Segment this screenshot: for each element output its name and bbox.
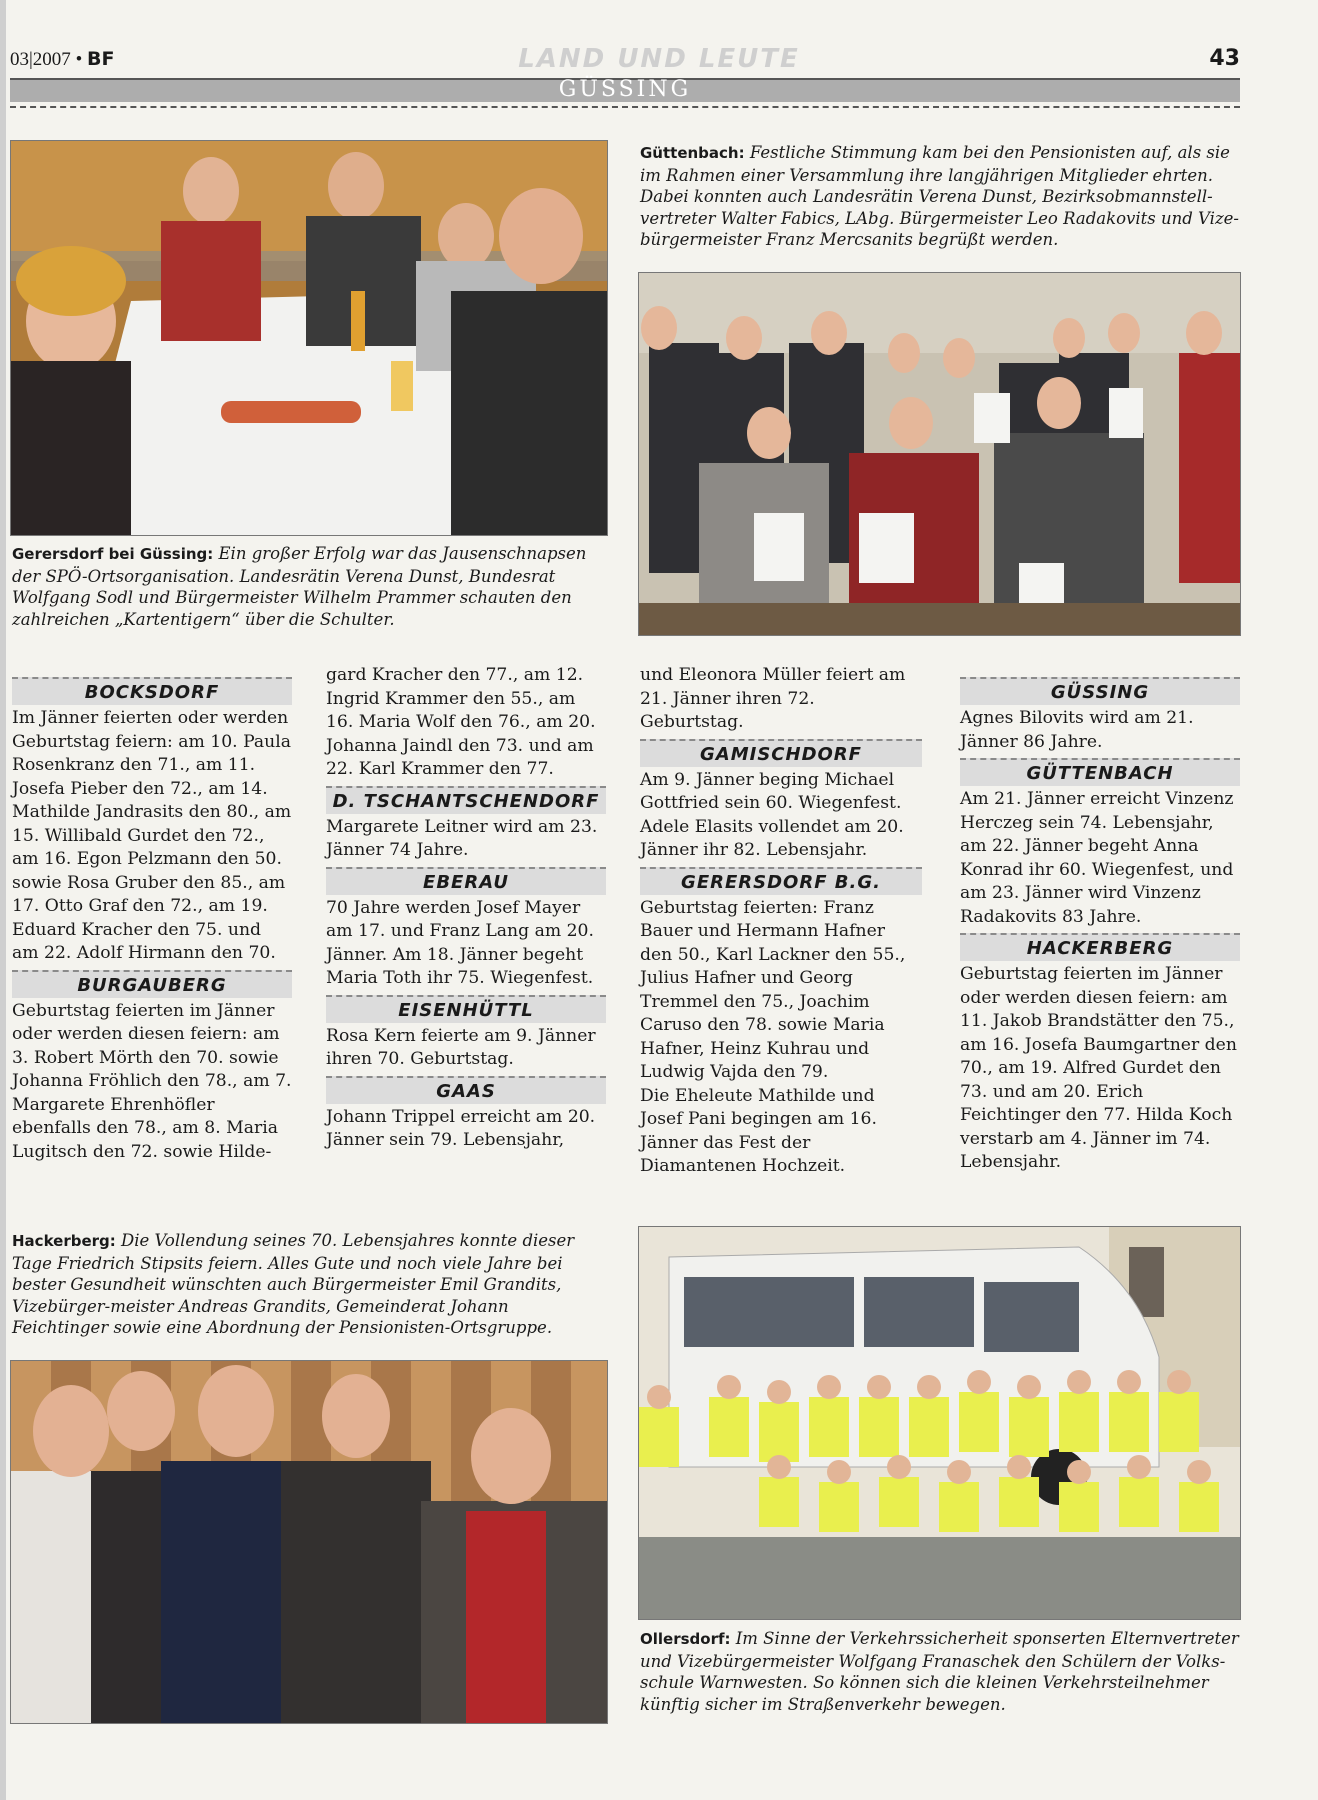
heading-eisenhuettl: EISENHÜTTL — [326, 995, 606, 1023]
caption-place: Güttenbach: — [640, 144, 745, 162]
caption-gerersdorf — [12, 543, 608, 630]
heading-tschantschendorf: D. TSCHANTSCHENDORF — [326, 786, 606, 814]
text-burgauberg: Geburtstag feierten im Jänner oder werden diesen feiern: am 3. Robert Mörth den 70. sowie Johanna Fröhlich den 78., am 7. Margarete Ehrenhöfler ebenfalls den 78., am 8. Maria Lugitsch den 72. sowie Hilde- — [12, 1000, 292, 1162]
text-tschantschendorf: Margarete Leitner wird am 23. Jänner 74 Jahre. — [326, 816, 598, 860]
text-gaas: Johann Trippel erreicht am 20. Jänner sein 79. Lebensjahr, — [326, 1106, 596, 1150]
column-4 — [960, 673, 1240, 1175]
column-2 — [326, 664, 606, 1153]
caption-text: Festliche Stimmung kam bei den Pensionisten auf, als sie im Rahmen einer Versammlung ihre langjährigen Mitglieder ehrten. Dabei konnten auch Landesrätin Verena Dunst, Bezirksobmannstell-vertreter Walter Fabics, LAbg. Bürgermeister Leo Radakovits und Vize-bürgermeister Franz Mercsanits begrüßt werden. — [640, 143, 1239, 249]
heading-eberau: EBERAU — [326, 867, 606, 895]
text-bocksdorf: Im Jänner feierten oder werden Geburtstag feiern: am 10. Paula Rosenkranz den 71., am 11. Josefa Pieber den 72., am 14. Mathilde Jandrasits den 80., am 15. Willibald Gurdet den 72., am 16. Egon Pelzmann den 50. sowie Rosa Gruber den 85., am 17. Otto Graf den 72., am 19. Eduard Kracher den 75. und am 22. Adolf Hirmann den 70. — [12, 708, 292, 963]
heading-gerersdorf: GERERSDORF B.G. — [640, 867, 922, 895]
text-gerersdorf-wedding: Die Eheleute Mathilde und Josef Pani begingen am 16. Jänner das Fest der Diamantenen Hochzeit. — [640, 1085, 877, 1176]
page-number: 43 — [1209, 46, 1240, 71]
text-guettenbach: Am 21. Jänner erreicht Vinzenz Herczeg sein 74. Lebensjahr, am 22. Jänner begeht Anna Konrad ihr 60. Wiegenfest, und am 23. Jänner wird Vinzenz Radakovits 83 Jahre. — [960, 789, 1234, 927]
photo-gerersdorf — [10, 140, 608, 536]
text-eberau: 70 Jahre werden Josef Mayer am 17. und Franz Lang am 20. Jänner. Am 18. Jänner begeht Maria Toth ihr 75. Wiegenfest. — [326, 897, 594, 988]
issue-label: 03|2007 • BF — [10, 48, 115, 70]
header-divider — [10, 106, 1240, 108]
caption-guettenbach — [640, 142, 1240, 251]
caption-text: Im Sinne der Verkehrssicherheit sponserten Elternvertreter und Vizebürgermeister Wolfgang Franaschek den Schülern der Volks-schule Warnwesten. So können sich die kleinen Verkehrsteilnehmer künftig sicher im Straßenverkehr bewegen. — [640, 1629, 1239, 1714]
caption-ollersdorf — [640, 1628, 1240, 1715]
heading-guettenbach: GÜTTENBACH — [960, 758, 1240, 786]
heading-guessing: GÜSSING — [960, 677, 1240, 705]
caption-text: Ein großer Erfolg war das Jausenschnapsen der SPÖ-Ortsorganisation. Landesrätin Verena Dunst, Bundesrat Wolfgang Sodl und Bürgermeister Wilhelm Prammer schauten den zahlreichen „Kartentigern“ über die Schulter. — [12, 544, 587, 629]
heading-bocksdorf: BOCKSDORF — [12, 677, 292, 705]
section-title: LAND UND LEUTE — [518, 44, 800, 74]
heading-gaas: GAAS — [326, 1076, 606, 1104]
column-3 — [640, 664, 922, 1179]
text-gamischdorf: Am 9. Jänner beging Michael Gottfried sein 60. Wiegenfest. Adele Elasits vollendet am 20. Jänner ihr 82. Lebensjahr. — [640, 769, 904, 860]
caption-place: Gerersdorf bei Güssing: — [12, 545, 214, 563]
text-mueller-continued: und Eleonora Müller feiert am 21. Jänner ihren 72. Geburtstag. — [640, 665, 906, 732]
column-1 — [12, 673, 292, 1164]
heading-burgauberg: BURGAUBERG — [12, 970, 292, 998]
heading-gamischdorf: GAMISCHDORF — [640, 739, 922, 767]
heading-hackerberg: HACKERBERG — [960, 933, 1240, 961]
caption-text: Die Vollendung seines 70. Lebensjahres konnte dieser Tage Friedrich Stipsits feiern. Alles Gute und noch viele Jahre bei bester Gesundheit wünschten auch Bürgermeister Emil Grandits, Vizebürger-meister Andreas Grandits, Gemeinderat Johann Feichtinger sowie eine Abordnung der Pensionisten-Ortsgruppe. — [12, 1231, 575, 1337]
region-title: GÜSSING — [558, 77, 692, 102]
caption-place: Hackerberg: — [12, 1232, 116, 1250]
text-hackerberg: Geburtstag feierten im Jänner oder werden diesen feiern: am 11. Jakob Brandstätter den 75., am 16. Josefa Baumgartner den 70., am 19. Alfred Gurdet den 73. und am 20. Erich Feichtinger den 77. Hilda Koch verstarb am 4. Jänner im 74. Lebensjahr. — [960, 964, 1237, 1172]
photo-hackerberg — [10, 1360, 608, 1724]
caption-place: Ollersdorf: — [640, 1630, 731, 1648]
text-kracher-continued: gard Kracher den 77., am 12. Ingrid Krammer den 55., am 16. Maria Wolf den 76., am 20. Johanna Jaindl den 73. und am 22. Karl Krammer den 77. — [326, 665, 596, 779]
caption-hackerberg — [12, 1230, 608, 1339]
text-eisenhuettl: Rosa Kern feierte am 9. Jänner ihren 70. Geburtstag. — [326, 1025, 596, 1069]
photo-guettenbach — [638, 272, 1241, 636]
photo-ollersdorf — [638, 1226, 1241, 1620]
text-gerersdorf: Geburtstag feierten: Franz Bauer und Hermann Hafner den 50., Karl Lackner den 55., Julius Hafner und Georg Tremmel den 75., Joachim Caruso den 78. sowie Maria Hafner, Heinz Kuhrau und Ludwig Vajda den 79. — [640, 897, 906, 1082]
text-guessing: Agnes Bilovits wird am 21. Jänner 86 Jahre. — [960, 708, 1194, 752]
page-edge — [0, 0, 6, 1800]
